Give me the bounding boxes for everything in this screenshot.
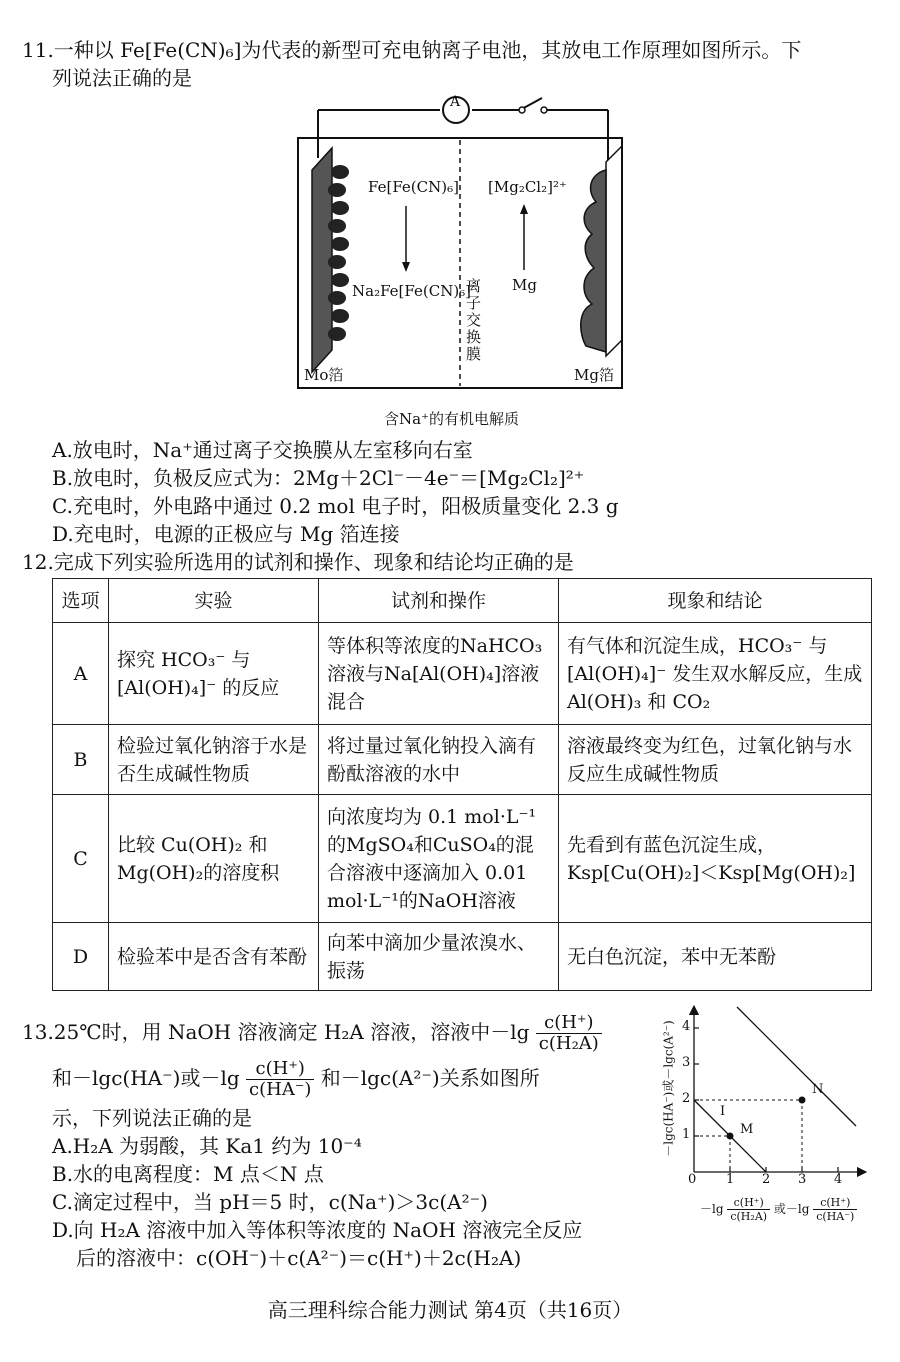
row-experiment: 比较 Cu(OH)₂ 和 Mg(OH)₂的溶度积 <box>109 795 319 923</box>
q13-line1-text: 13.25℃时，用 NaOH 溶液滴定 H₂A 溶液，溶液中－lg <box>22 1020 530 1044</box>
xlabel-fraction-2 <box>813 1196 857 1223</box>
xtick-3: 3 <box>798 1172 807 1187</box>
right-top-label: [Mg₂Cl₂]²⁺ <box>488 178 567 196</box>
row-experiment: 检验苯中是否含有苯酚 <box>109 923 319 991</box>
table-row <box>53 795 872 923</box>
point-M-label: M <box>740 1122 754 1137</box>
left-top-label: Fe[Fe(CN)₆] <box>368 178 459 196</box>
q11-option-a: A.放电时，Na⁺通过离子交换膜从左室移向右室 <box>52 438 473 462</box>
row-result: 无白色沉淀，苯中无苯酚 <box>559 923 872 991</box>
origin-label: 0 <box>688 1172 697 1187</box>
mg-foil-label: Mg箔 <box>574 366 614 384</box>
ytick-3: 3 <box>682 1055 691 1070</box>
row-option: C <box>53 795 109 923</box>
row-operation: 向苯中滴加少量浓溴水、振荡 <box>319 923 559 991</box>
line-II <box>737 1007 856 1126</box>
row-option: D <box>53 923 109 991</box>
q11-option-d: D.充电时，电源的正极应与 Mg 箔连接 <box>52 522 400 546</box>
header-experiment: 实验 <box>109 579 319 623</box>
q13-line1 <box>22 1010 602 1054</box>
fraction-numerator: c(H⁺) <box>246 1059 314 1080</box>
experiment-table <box>52 578 872 991</box>
ytick-4: 4 <box>682 1019 691 1034</box>
xlabel-prefix: －lg <box>700 1202 724 1216</box>
fraction-numerator: c(H⁺) <box>813 1196 857 1210</box>
point-M <box>727 1133 734 1140</box>
page-footer: 高三理科综合能力测试 第4页（共16页） <box>267 1298 633 1322</box>
ytick-2: 2 <box>682 1091 691 1106</box>
q13-option-d: D.向 H₂A 溶液中加入等体积等浓度的 NaOH 溶液完全反应 <box>52 1218 583 1242</box>
battery-svg <box>290 90 630 390</box>
battery-diagram <box>290 90 630 390</box>
q11-line1: 11.一种以 Fe[Fe(CN)₆]为代表的新型可充电钠离子电池，其放电工作原理如图所示。下 <box>22 38 802 62</box>
point-N <box>799 1097 806 1104</box>
header-operation: 试剂和操作 <box>319 579 559 623</box>
xtick-4: 4 <box>834 1172 843 1187</box>
header-result: 现象和结论 <box>559 579 872 623</box>
graph-xlabel <box>700 1196 857 1223</box>
fraction-denominator: c(H₂A) <box>538 1033 599 1054</box>
table-row <box>53 725 872 795</box>
q11-option-b: B.放电时，负极反应式为：2Mg＋2Cl⁻－4e⁻＝[Mg₂Cl₂]²⁺ <box>52 466 585 490</box>
q13-line2-text-a: 和－lgc(HA⁻)或－lg <box>52 1066 240 1090</box>
q11-option-c: C.充电时，外电路中通过 0.2 mol 电子时，阳极质量变化 2.3 g <box>52 494 619 518</box>
left-bottom-label: Na₂Fe[Fe(CN)₆] <box>352 282 472 300</box>
row-operation: 等体积等浓度的NaHCO₃溶液与Na[Al(OH)₄]溶液混合 <box>319 623 559 725</box>
row-option: A <box>53 623 109 725</box>
xlabel-fraction-1 <box>727 1196 770 1223</box>
q12-stem: 12.完成下列实验所选用的试剂和操作、现象和结论均正确的是 <box>22 550 574 574</box>
ytick-1: 1 <box>682 1127 691 1142</box>
header-option: 选项 <box>53 579 109 623</box>
q13-option-d-cont: 后的溶液中：c(OH⁻)＋c(A²⁻)＝c(H⁺)＋2c(H₂A) <box>76 1246 522 1270</box>
q13-option-a: A.H₂A 为弱酸，其 Ka1 约为 10⁻⁴ <box>52 1134 362 1158</box>
xtick-2: 2 <box>762 1172 771 1187</box>
right-bottom-label: Mg <box>512 276 537 294</box>
xtick-1: 1 <box>726 1172 735 1187</box>
mg-foil-electrode <box>581 170 606 352</box>
point-I-label: I <box>720 1104 726 1119</box>
membrane-label: 离子交换膜 <box>466 277 482 363</box>
mo-foil-label: Mo箔 <box>304 366 344 384</box>
q13-option-c: C.滴定过程中，当 pH＝5 时，c(Na⁺)＞3c(A²⁻) <box>52 1190 488 1214</box>
fraction-numerator: c(H⁺) <box>727 1196 770 1210</box>
row-experiment: 探究 HCO₃⁻ 与 [Al(OH)₄]⁻ 的反应 <box>109 623 319 725</box>
row-result: 溶液最终变为红色，过氧化钠与水反应生成碱性物质 <box>559 725 872 795</box>
table-row <box>53 623 872 725</box>
row-result: 先看到有蓝色沉淀生成，Ksp[Cu(OH)₂]＜Ksp[Mg(OH)₂] <box>559 795 872 923</box>
fraction-numerator: c(H⁺) <box>536 1013 602 1034</box>
diagram-caption: 含Na⁺的有机电解质 <box>384 410 519 428</box>
fraction-denominator: c(HA⁻) <box>249 1079 312 1100</box>
row-operation: 向浓度均为 0.1 mol·L⁻¹ 的MgSO₄和CuSO₄的混合溶液中逐滴加入 0.01 mol·L⁻¹的NaOH溶液 <box>319 795 559 923</box>
xlabel-or: 或－lg <box>773 1202 810 1216</box>
q13-option-b: B.水的电离程度：M 点＜N 点 <box>52 1162 324 1186</box>
q13-line3: 示，下列说法正确的是 <box>52 1106 252 1130</box>
q13-graph <box>640 1000 876 1240</box>
q13-fraction-1 <box>536 1013 602 1054</box>
q13-line2-text-b: 和－lgc(A²⁻)关系如图所 <box>320 1066 540 1090</box>
row-operation: 将过量过氧化钠投入滴有酚酞溶液的水中 <box>319 725 559 795</box>
fraction-denominator: c(HA⁻) <box>816 1210 855 1223</box>
fraction-denominator: c(H₂A) <box>730 1210 768 1223</box>
ammeter-label: A <box>450 94 461 110</box>
table-header-row <box>53 579 872 623</box>
q11-line2: 列说法正确的是 <box>52 66 192 90</box>
q13-line2 <box>52 1056 540 1100</box>
graph-ylabel: －lgc(HA⁻)或－lgc(A²⁻) <box>661 1020 676 1157</box>
row-option: B <box>53 725 109 795</box>
q13-fraction-2 <box>246 1059 314 1100</box>
point-N-label: N <box>812 1082 824 1097</box>
row-result: 有气体和沉淀生成，HCO₃⁻ 与 [Al(OH)₄]⁻ 发生双水解反应，生成 Al(OH)₃ 和 CO₂ <box>559 623 872 725</box>
table-row <box>53 923 872 991</box>
row-experiment: 检验过氧化钠溶于水是否生成碱性物质 <box>109 725 319 795</box>
